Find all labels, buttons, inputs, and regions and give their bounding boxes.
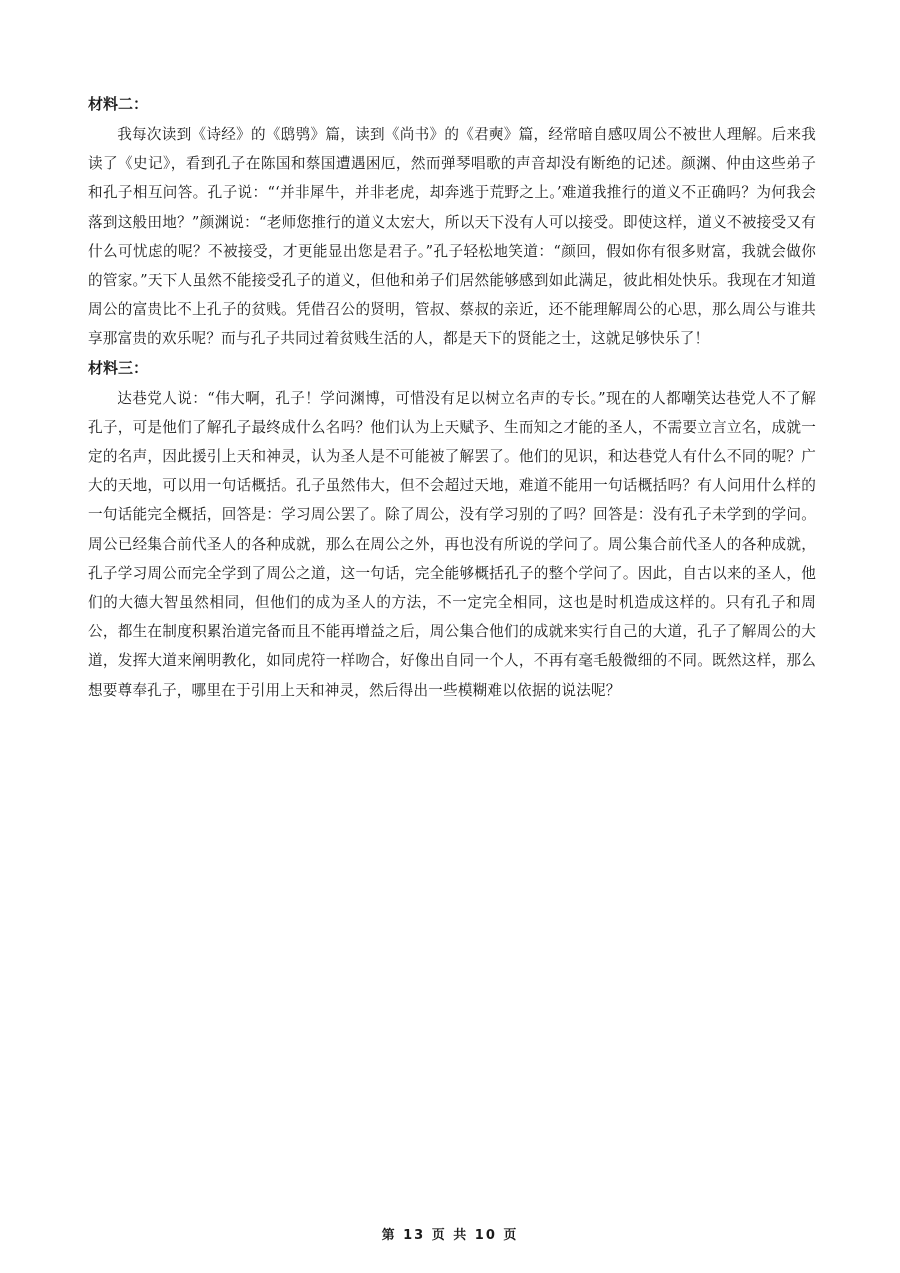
material-three-heading: 材料三：	[88, 358, 149, 377]
material-two-section	[88, 94, 816, 354]
material-two-heading: 材料二：	[88, 95, 149, 113]
document-content	[88, 94, 816, 709]
page-number-footer: 第 13 页 共 10 页	[381, 1228, 519, 1243]
material-three-paragraph: 达巷党人说：“伟大啊，孔子！学问渊博，可惜没有足以树立名声的专长。”现在的人都嘲笑达巷党人不了解孔子，可是他们了解孔子最终成什么名吗？他们认为上天赋予、生而知之才能的圣人，不需要立言立名，成就一定的名声，因此援引上天和神灵，认为圣人是不可能被了解罢了。他们的见识，和达巷党人有什么不同的呢？广大的天地，可以用一句话概括。孔子虽然伟大，但不会超过天地，难道不能用一句话概括吗？有人问用什么样的一句话能完全概括，回答是：学习周公罢了。除了周公，没有学习别的了吗？回答是：没有孔子未学到的学问。周公已经集合前代圣人的各种成就，那么在周公之外，再也没有所说的学问了。周公集合前代圣人的各种成就，孔子学习周公而完全学到了周公之道，这一句话，完全能够概括孔子的整个学问了。因此，自古以来的圣人，他们的大德大智虽然相同，但他们的成为圣人的方法，不一定完全相同，这也是时机造成这样的。只有孔子和周公，都生在制度积累治道完备而且不能再增益之后，周公集合他们的成就来实行自己的大道，孔子了解周公的大道，发挥大道来阐明教化，如同虎符一样吻合，好像出自同一个人，不再有毫毛般微细的不同。既然这样，那么想要尊奉孔子，哪里在于引用上天和神灵，然后得出一些模糊难以依据的说法呢？	[88, 389, 816, 699]
material-three-section	[88, 358, 816, 705]
material-two-paragraph: 我每次读到《诗经》的《鸱鸮》篇，读到《尚书》的《君奭》篇，经常暗自感叹周公不被世人理解。后来我读了《史记》，看到孔子在陈国和蔡国遭遇困厄，然而弹琴唱歌的声音却没有断绝的记述。颜渊、仲由这些弟子和孔子相互问答。孔子说：“‘并非犀牛，并非老虎，却奔逃于荒野之上。’难道我推行的道义不正确吗？为何我会落到这般田地？”颜渊说：“老师您推行的道义太宏大，所以天下没有人可以接受。即使这样，道义不被接受又有什么可忧虑的呢？不被接受，才更能显出您是君子。”孔子轻松地笑道：“颜回，假如你有很多财富，我就会做你的管家。”天下人虽然不能接受孔子的道义，但他和弟子们居然能够感到如此满足，彼此相处快乐。我现在才知道周公的富贵比不上孔子的贫贱。凭借召公的贤明，管叔、蔡叔的亲近，还不能理解周公的心思，那么周公与谁共享那富贵的欢乐呢？而与孔子共同过着贫贱生活的人，都是天下的贤能之士，这就足够快乐了！	[88, 126, 816, 348]
